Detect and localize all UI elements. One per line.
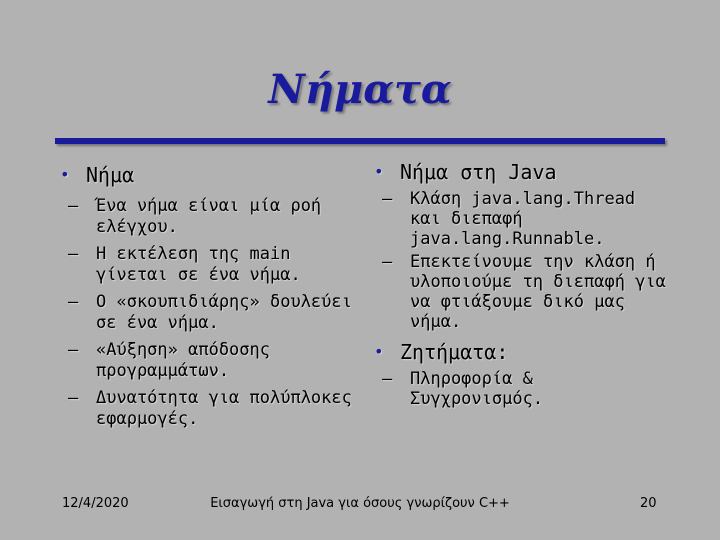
- dash-marker: –: [382, 252, 393, 272]
- bullet-dot: •: [374, 162, 384, 181]
- dash-marker: –: [68, 340, 79, 360]
- right-column: [368, 160, 668, 412]
- left-subitems: [54, 196, 354, 430]
- list-item-text: Ο «σκουπιδιάρης» δουλεύει σε ένα νήμα.: [96, 292, 352, 333]
- list-item-text: «Αύξηση» απόδοσης προγραμμάτων.: [96, 340, 270, 381]
- bullet-label: Ζητήματα:: [400, 340, 509, 364]
- list-item-text: Ένα νήμα είναι μία ροή ελέγχου.: [96, 196, 322, 237]
- dash-marker: –: [382, 369, 393, 389]
- list-item-text: Πληροφορία & Συγχρονισμός.: [410, 369, 544, 409]
- list-item-text: Κλάση java.lang.Thread και διεπαφή java.lang.Runnable.: [410, 189, 636, 249]
- bullet-dot: •: [374, 342, 384, 361]
- list-item: [54, 244, 354, 286]
- list-item: [368, 189, 668, 249]
- issues-subitems: [368, 369, 668, 409]
- dash-marker: –: [382, 189, 393, 209]
- list-item-text: Επεκτείνουμε την κλάση ή υλοποιούμε τη διεπαφή για να φτιάξουμε δικό μας νήμα.: [410, 252, 666, 332]
- bullet-issues: [368, 340, 668, 364]
- slide-title: Νήματα: [268, 66, 452, 113]
- left-column: [54, 163, 354, 436]
- bullet-label: Νήμα στη Java: [400, 160, 557, 184]
- list-item-text: Η εκτέλεση της main γίνεται σε ένα νήμα.: [96, 244, 301, 285]
- footer-course-title: Εισαγωγή στη Java για όσους γνωρίζουν C++: [210, 496, 510, 511]
- footer-page-number: 20: [640, 496, 657, 511]
- list-item: [368, 252, 668, 332]
- title-divider: [55, 138, 665, 144]
- list-item-text: Δυνατότητα για πολύπλοκες εφαρμογές.: [96, 388, 352, 429]
- list-item: [54, 196, 354, 238]
- bullet-label: Νήμα: [86, 163, 135, 187]
- dash-marker: –: [68, 292, 79, 312]
- footer-date: 12/4/2020: [62, 496, 129, 511]
- list-item: [54, 340, 354, 382]
- list-item: [54, 292, 354, 334]
- bullet-dot: •: [60, 165, 70, 184]
- dash-marker: –: [68, 388, 79, 408]
- list-item: [54, 388, 354, 430]
- bullet-nima: [54, 163, 354, 187]
- dash-marker: –: [68, 196, 79, 216]
- bullet-nima-java: [368, 160, 668, 184]
- list-item: [368, 369, 668, 409]
- dash-marker: –: [68, 244, 79, 264]
- right-subitems: [368, 189, 668, 332]
